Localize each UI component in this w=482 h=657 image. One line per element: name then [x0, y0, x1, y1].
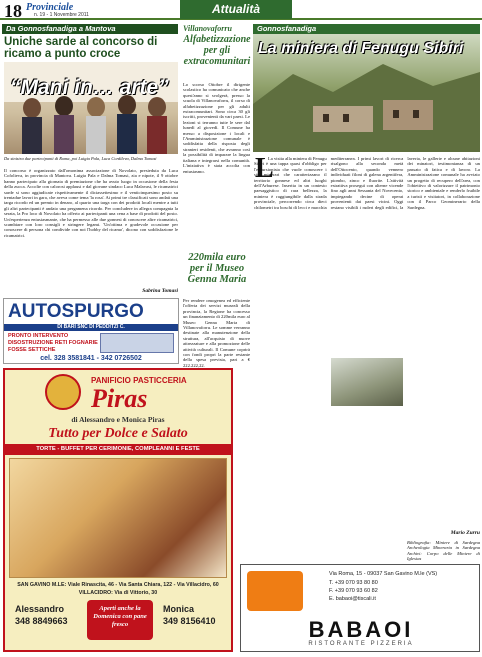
right-article-body: La visita alla miniera di Fenugu Sibiri è una tappa quasi d'obbligo per l'escursionista che vuole conoscere i siti minerari che caratterizzano il territorio gonnese ed altri luoghi dell'Arburese. Inserita in un contesto paesaggistico di rara bellezza, la miniera è raggiungibile dalla strada provinciale, percorrendo circa dieci chilometri tra boschi di lecci e macchia mediterranea. I primi lavori di ricerca risalgono alla seconda metà dell'Ottocento, quando vennero individuati filoni di galena argentifera, piombo, zinco e fluorite. L'attività estrattiva proseguì con alterne vicende fino agli anni Sessanta del Novecento, impiegando decine di operai provenienti dai paesi vicini. Oggi restano visibili i ruderi degli edifici, la laveria, le gallerie e alcune abitazioni dei minatori, testimonianza di un passato di fatica e di lavoro. La Amministrazione comunale ha avviato un progetto di recupero dell'area, con l'obiettivo di valorizzare il patrimonio storico e ambientale e renderlo fruibile a turisti e visitatori, in collaborazione con il Parco Geominerario della Sardegna. [254, 156, 480, 210]
piras-products-photo [9, 458, 227, 578]
autospurgo-service3: FOSSE SETTICHE [8, 347, 56, 353]
middle-kicker: Villanovaforru [183, 24, 232, 33]
babaoi-name: BABAOI [308, 617, 414, 642]
section-title: Attualità [180, 0, 292, 19]
piras-sunday-badge-text: Aperti anche la Domenica con pane fresco [93, 605, 147, 628]
issue-info: n. 19 - 1 Novembre 2011 [34, 12, 89, 18]
ad-piras [3, 368, 233, 652]
piras-tagline: Tutto per Dolce e Salato [48, 426, 188, 441]
right-article-small-photo [331, 358, 403, 406]
autospurgo-phone: cel. 328 3581841 - 342 0726502 [40, 355, 142, 362]
piras-contact2-phone: 349 8156410 [163, 616, 216, 626]
piras-address-2: VILLACIDRO: Via di Vittorio, 30 [78, 590, 158, 596]
ad-autospurgo [3, 298, 179, 364]
left-big-title: “Mani in… arte” [10, 76, 169, 99]
autospurgo-subline: DI BARI SNC DI PEDDITZI C. [4, 324, 178, 331]
piras-subtagline: TORTE - BUFFET PER CERIMONIE, COMPLEANNI E FESTE [36, 446, 200, 452]
autospurgo-service1: PRONTO INTERVENTO [8, 333, 69, 339]
piras-contact2-name: Monica [163, 604, 195, 614]
left-article-body: Il concorso è organizzato dall'omonima associazione di Novolato, presieduta da Luca Cofolieva, in provincia di Mantova. Luigia Pala e Dalma Tomasi, zia e nipote, il 9 ottobre hanno partecipato alla giornata di premiazione che ha avuto luogo in occasione della festa della zucca. Accolte con calorosi applausi e dal giovane sindaco Luca Malavasi, le ricamatrici sarde si sono aggiudicate rispettivamente il diciassettesimo e il venticinquesimo posto su trentadue lavori in gara, che aveva come tema 'la rosa'. Ai primi tre classificati sono andati una targa ricordo ed un premio in denaro, al quarto una targa con dei prodotti locali mentre a tutti gli altri partecipanti è andato una pergamena ricordo. Per concludere in allegra compagnia la serata, la Pro loco di Novolato ha offerto ai partecipanti una cena a base di prodotti del posto. Un'esperienza entusiasmante, che ha permesso alle due gonnesi di conoscere altre ricamatrici, scambiare con loro consigli e stringere legami. 'Un'ottima e gradevole occasione per conoscere di persona chi condivide con noi l'hobby del ricamo', dicono con soddisfazione le ricamatrici. [4, 168, 178, 238]
babaoi-subtitle: RISTORANTE PIZZERIA [308, 641, 414, 647]
autospurgo-title: AUTOSPURGO [8, 301, 144, 322]
piras-owners: di Alessandro e Monica Piras [71, 415, 165, 424]
babaoi-fax: F. +39 070 93 60 82 [329, 588, 378, 594]
left-article-signature: Sabrina Tomasi [142, 288, 178, 294]
right-bibliography: Bibliografia: Miniere di Sardegna Archeologia Mineraria in Sardegna Archivi: Corpo delle Miniere di Iglesias [407, 540, 480, 562]
middle-article-body: Lo scorso Ottobre il dirigente scolastico ha comunicato che anche quest'anno si svolgerà, presso la scuola di Villanovaforru, il corso di alfabetizzazione per gli adulti extracomunitari. Sono circa 30 gli iscritti, provenienti da vari paesi. Le lezioni si terranno tutte le sere dal lunedì al giovedì. Il Comune ha messo a disposizione i locali e l'Amministrazione comunale è soddisfatta della risposta degli stranieri residenti, che avranno così la possibilità di imparare la lingua italiana e integrarsi nella comunità. L'iniziativa è stata accolta con entusiasmo. [183, 82, 250, 174]
middle-headline-2: 220mila euro per il Museo Genna Maria [187, 252, 247, 285]
newspaper-logo: Provinciale [26, 2, 74, 13]
autospurgo-service2: DISOSTRUZIONE RETI FOGNARIE [8, 340, 98, 346]
babaoi-logo-icon [247, 571, 303, 611]
right-article-signature: Mario Zurru [450, 530, 480, 536]
page-number: 18 [4, 1, 22, 21]
right-kicker: Gonnosfanadiga [257, 24, 317, 33]
piras-logo-icon [45, 374, 81, 410]
piras-contact1-name: Alessandro [15, 604, 65, 614]
babaoi-address: Via Roma, 15 - 09037 San Gavino M.le (VS) [329, 571, 438, 577]
piras-contact1-phone: 348 8849663 [15, 616, 68, 626]
left-kicker: Da Gonnosfanadiga a Mantova [6, 24, 116, 33]
left-photo-caption: Da sinistra due partecipanti di Roma, poi Luigia Pala, Luca Cordileva, Dalma Tomasi [4, 156, 157, 161]
piras-name: Piras [91, 384, 148, 413]
babaoi-email: E. babaoi@tiscali.it [329, 596, 376, 602]
ad-babaoi [240, 564, 480, 652]
autospurgo-truck [100, 333, 174, 353]
babaoi-tel: T. +39 070 93 80 80 [329, 580, 378, 586]
left-headline: Uniche sarde al concorso di ricamo a punto croce [4, 36, 158, 60]
piras-address-1: SAN GAVINO M.LE: Viale Rinascita, 46 - Via Santa Chiara, 122 - Via Villacidro, 60 [17, 582, 219, 588]
piras-top-line: PANIFICIO PASTICCERIA [91, 376, 187, 385]
middle-headline: Alfabetizzazione per gli extracomunitari [183, 34, 251, 67]
middle-article2-body: Per rendere omogenea ed efficiente l'offerta dei servizi museali della provincia, la Regione ha concesso un finanziamento di 220mila euro al Museo Genna Maria di Villanovaforru. Le somme verranno destinate alla manutenzione della struttura, all'acquisto di nuove attrezzature e alla promozione delle attività culturali. Il Comune coprirà con fondi propri la parte restante della spesa prevista, pari a € 222.222,22. [183, 298, 250, 368]
right-headline: La miniera di Fenugu Sibiri [258, 40, 464, 57]
drop-cap: L [255, 153, 274, 184]
